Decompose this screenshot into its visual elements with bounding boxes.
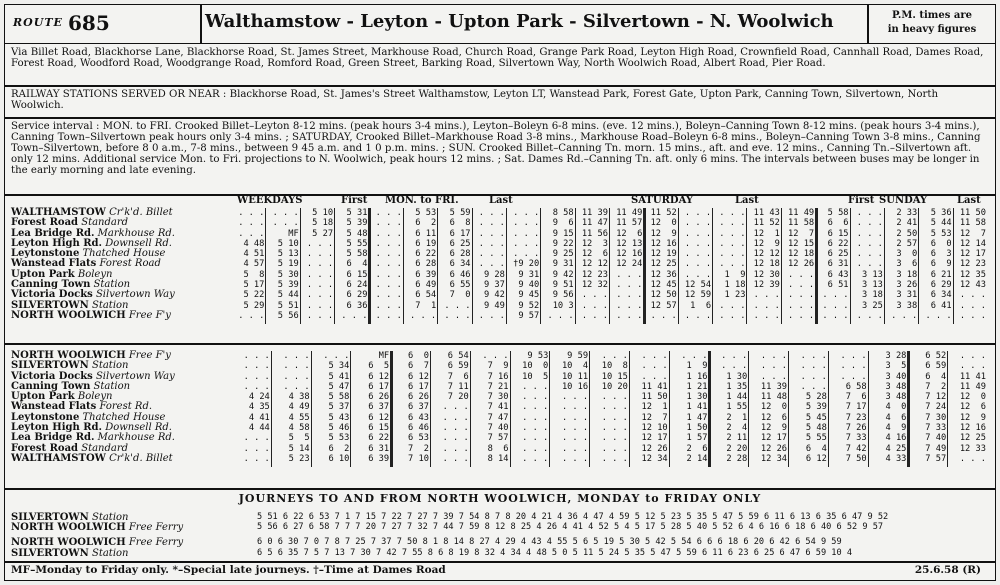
time-column: 6 52 6 59 6 4 7 2 7 12 7 24 7 30 7 33 7 40 7 49 7 57	[925, 351, 947, 464]
time-column: 5 58 6 6 6 15 6 22 6 25 6 31 6 43 6 51 . . . . . . . . .	[822, 208, 849, 321]
stop-name: WALTHAMSTOW	[11, 452, 106, 464]
sun-first-header: First	[848, 195, 875, 206]
stop-sub: Station	[88, 299, 129, 311]
sunday-header: SUNDAY	[879, 195, 928, 206]
time-column: 11 49 11 57 12 6 12 13 12 16 12 24 . . . . . . . . . . . . . . .	[616, 208, 643, 321]
time-column: . . . . . . . . . . . . . . . †9 20 9 31 9 40 9 45 9 52 9 57	[513, 208, 540, 321]
stop-sub: Silvertown Way	[92, 370, 175, 382]
stop-sub: Downsell Rd.	[102, 422, 172, 434]
pm-note	[873, 9, 991, 37]
column-divider	[828, 351, 829, 467]
time-column: MF 6 5 6 12 6 17 6 26 6 37 6 12 6 15 6 22 6 31 6 39	[368, 351, 390, 464]
pm-note-line: in heavy figures	[887, 24, 977, 35]
time-column: . . . . . . . . . . . . . . . . . . 3 13 3 13 3 18 3 25 . . .	[856, 208, 883, 321]
column-divider	[403, 208, 404, 324]
column-divider	[643, 208, 646, 324]
time-column: . . . 7 9 7 16 7 21 7 30 7 41 7 47 7 40 7 57 8 6 8 14	[482, 351, 509, 464]
time-column: 5 53 6 2 6 11 6 19 6 22 6 28 6 39 6 49 6 54 7 1 . . .	[410, 208, 437, 321]
stop-sub: Boleyn	[74, 391, 113, 403]
time-column: . . . . . . . . . 11 39 11 48 12 0 12 6 12 9 12 17 12 26 12 34	[760, 351, 788, 464]
time-column: . . . . . . . . . . . . . . . . . . . . . . . . . . . . . . . . .	[375, 208, 402, 321]
time-column: 3 28 3 5 3 40 3 48 3 48 4 0 4 6 4 9 4 16 4 25 4 33	[885, 351, 907, 464]
column-divider	[430, 351, 431, 467]
column-divider	[746, 208, 747, 324]
stop-sub: Free F'y	[125, 309, 171, 321]
journey-row	[11, 522, 183, 533]
stop-name: Lea Bridge Rd.	[11, 432, 95, 444]
stop-sub: Cr'k'd. Billet	[105, 207, 173, 218]
first-header: First	[341, 195, 368, 206]
time-column: . . . . . . . . . . . . 5 28 5 39 5 45 5 48 5 55 6 4 6 12	[800, 351, 827, 464]
time-column: 5 36 5 44 5 53 6 0 6 3 6 9 6 21 6 29 6 34 6 41 . . .	[925, 208, 952, 321]
stop-name: Upton Park	[11, 268, 75, 280]
time-column: . . . . . . . . . 4 48 4 51 4 57 5 8 5 17 5 22 5 29 . . .	[238, 208, 265, 321]
outbound-stop-list	[11, 208, 175, 321]
stop-sub: Standard	[78, 442, 129, 454]
footer-date: 25.6.58 (R)	[914, 564, 981, 576]
header-divider	[200, 5, 202, 43]
column-divider	[390, 351, 393, 467]
journey-times: 5 56 6 27 6 58 7 7 7 20 7 27 7 32 7 44 7 59 8 12 8 25 4 26 4 41 4 52 5 4 5 17 5 28 5 40 5 52 6 4 6 16 6 18 6 40 6 52 9 57	[257, 522, 884, 532]
column-divider	[437, 208, 438, 324]
divider	[5, 117, 995, 119]
inbound-stop-list	[11, 351, 175, 464]
stop-name: SILVERTOWN	[11, 299, 89, 311]
time-column: . . . 10 8 10 15 10 20 . . . . . . . . . . . . . . . . . . . . .	[601, 351, 628, 464]
column-divider	[678, 208, 679, 324]
time-column: . . . . . . 1 30 1 35 1 44 1 55 2 1 2 4 2 11 2 20 2 28	[721, 351, 748, 464]
stop-name: WALTHAMSTOW	[11, 207, 106, 218]
stop-sub: Markhouse Rd.	[94, 227, 175, 239]
column-divider	[350, 351, 351, 467]
stop-sub: Thatched House	[79, 248, 166, 260]
time-column: 8 58 9 6 9 15 9 22 9 25 9 31 9 42 9 51 9 56 10 3 . . .	[547, 208, 574, 321]
stop-name: SILVERTOWN	[11, 360, 89, 372]
column-divider	[510, 351, 511, 467]
column-divider	[947, 351, 948, 467]
journey-row	[11, 548, 128, 559]
column-divider	[334, 208, 335, 324]
timetable-sheet	[4, 4, 996, 581]
stop-name: Leytonstone	[11, 248, 80, 260]
time-column: 5 10 5 18 5 27 . . . . . . . . . . . . . . . . . . . . . . . .	[306, 208, 334, 321]
journey-stop-sub: Station	[88, 548, 129, 559]
stop-sub: Free F'y	[125, 350, 171, 361]
column-divider	[918, 208, 919, 324]
stop-name: Victoria Docks	[11, 370, 93, 382]
stop-row	[11, 454, 175, 464]
stop-sub: Standard	[78, 217, 129, 229]
stop-sub: Station	[90, 380, 131, 392]
time-column: 5 59 6 8 6 17 6 25 6 28 6 34 6 46 6 55 7 0 . . . . . .	[444, 208, 471, 321]
journey-stop-name: NORTH WOOLWICH	[11, 522, 126, 533]
stop-sub: Cr'k'd. Billet	[105, 452, 173, 464]
column-divider	[549, 351, 550, 467]
sat-last-header: Last	[735, 195, 759, 206]
journey-stop-name: NORTH WOOLWICH	[11, 537, 126, 548]
time-column: . . . . . . . . . . . . . . . . . . 1 9 1 18 1 23 . . . . . .	[719, 208, 746, 321]
via-roads: Via Billet Road, Blackhorse Lane, Blackhorse Road, St. James Street, Markhouse Road, Church Road, Grange Park Road, Leyton High Road, Crownfield Road, Cannhall Road, Dames Road, Forest Road, Woodford Road, Woodgrange Road, Romford Road, Green Street, Barking Road, Silvertown Way, North Woolwich Road, Albert Road, Pier Road.	[11, 47, 984, 69]
last-header: Last	[489, 195, 513, 206]
stop-name: Forest Road	[11, 217, 79, 229]
service-interval: Service interval : MON. to FRI. Crooked Billet–Leyton 8-12 mins. (peak hours 3-4 mins.), Leyton–Boleyn 6-8 mins. (eve. 12 mins.), Boleyn–Canning Town 8-12 mins. (peak hours 3-4 mins.), Canning Town–Silvertown peak hours only 3-4 mins. ; SATURDAY, Crooked Billet–Markhouse Road 3-8 mins., Markhouse Road–Boleyn 6-8 mins., Boleyn–Canning Town 3-8 mins., Canning Town–Silvertown, before 8 0 a.m., 7-8 mins., between 9 45 a.m. and 1 0 p.m. mins. ; SUN. Crooked Billet–Canning Tn. morn. 15 mins., aft. and eve. 12 mins., Canning Tn.–Silvertown aft. only 12 mins. Additional service Mon. to Fri. projections to N. Woolwich, peak hours 12 mins. ; Sat. Dames Rd.–Canning Tn. aft. only 6 mins. The intervals between buses may be longer in the early morning and late evening.	[11, 121, 981, 176]
stop-name: Leytonstone	[11, 411, 80, 423]
time-column: 11 43 11 52 12 1 12 9 12 12 12 18 12 30 12 39 . . . . . . . . .	[753, 208, 780, 321]
column-divider	[788, 351, 789, 467]
journey-stop-sub: Free Ferry	[125, 537, 184, 548]
journey-stop-sub: Free Ferry	[125, 522, 184, 533]
time-column: 9 59 10 4 10 11 10 16 . . . . . . . . . . . . . . . . . . . . .	[561, 351, 589, 464]
column-divider	[748, 351, 749, 467]
stop-name: Lea Bridge Rd.	[11, 227, 95, 239]
stop-sub: Markhouse Rd.	[94, 432, 175, 444]
journey-stop-sub: Station	[88, 512, 129, 523]
column-divider	[907, 351, 910, 467]
column-divider	[540, 208, 541, 324]
time-column: 6 54 6 59 7 6 7 11 7 20 . . . . . . . . . . . . . . . . . .	[442, 351, 469, 464]
time-column: . . . . . . . . . 11 41 11 50 12 1 12 7 12 10 12 17 12 26 12 34	[641, 351, 668, 464]
journey-times: 6 0 6 30 7 0 7 8 7 25 7 37 7 50 8 1 8 14 8 27 4 29 4 43 4 55 5 6 5 19 5 30 5 42 5 54 6 6 6 18 6 20 6 42 6 54 9 59	[257, 537, 842, 547]
time-column: 2 33 2 41 2 50 2 57 3 0 3 6 3 18 3 26 3 31 3 38 . . .	[891, 208, 918, 321]
column-divider	[575, 208, 576, 324]
journey-row	[11, 537, 183, 548]
sun-last-header: Last	[957, 195, 981, 206]
column-divider	[708, 351, 711, 467]
column-divider	[953, 208, 954, 324]
stop-name: NORTH WOOLWICH	[11, 350, 126, 361]
column-divider	[884, 208, 885, 324]
stop-name: Canning Town	[11, 380, 91, 392]
stop-name: NORTH WOOLWICH	[11, 309, 126, 321]
journeys-title: JOURNEYS TO AND FROM NORTH WOOLWICH, MONDAY to FRIDAY ONLY	[238, 492, 762, 505]
stop-sub: Station	[90, 279, 131, 291]
stop-name: Wanstead Flats	[11, 401, 97, 413]
column-divider	[311, 351, 312, 467]
stop-name: Canning Town	[11, 279, 91, 291]
column-divider	[472, 208, 473, 324]
time-column: . . . . . . MF 5 10 5 13 5 19 5 30 5 39 5 44 5 51 5 56	[272, 208, 299, 321]
column-divider	[300, 208, 301, 324]
stop-sub: Silvertown Way	[92, 289, 175, 301]
stop-row	[11, 311, 175, 321]
time-column: . . . . . . . . . . . . 4 24 4 35 4 41 4 44 . . . . . . . . .	[243, 351, 270, 464]
time-column: . . . . . . . . . . . . . . . . . . . . . 12 54 12 59 1 6 . . .	[684, 208, 712, 321]
stop-sub: Station	[88, 360, 129, 372]
stop-name: Leyton High Rd.	[11, 422, 103, 434]
weekdays-header: WEEKDAYS	[237, 195, 303, 206]
stop-sub: Boleyn	[74, 268, 113, 280]
column-divider	[815, 208, 818, 324]
stop-name: Victoria Docks	[11, 289, 93, 301]
time-column: . . . . . . . . . . . . 4 38 4 49 4 55 4 58 5 5 5 14 5 23	[283, 351, 310, 464]
column-divider	[589, 351, 590, 467]
stop-name: Upton Park	[11, 391, 75, 403]
journey-times: 6 5 6 35 7 5 7 13 7 30 7 42 7 55 8 6 8 19 8 32 4 34 4 48 5 0 5 11 5 24 5 35 5 47 5 59 6 11 6 23 6 25 6 47 6 59 10 4	[257, 548, 852, 558]
stop-name: Forest Road	[11, 442, 79, 454]
column-divider	[868, 351, 869, 467]
time-column: 5 31 5 39 5 48 5 55 5 58 6 4 6 15 6 24 6 29 6 36 . . .	[341, 208, 368, 321]
column-divider	[609, 208, 610, 324]
pm-note-line: P.M. times are	[892, 10, 972, 21]
stop-name: Leyton High Rd.	[11, 237, 103, 249]
time-column: 6 0 6 7 6 12 6 17 6 26 6 37 6 43 6 46 6 53 7 2 7 10	[408, 351, 429, 464]
time-column: 9 53 10 0 10 5 . . . . . . . . . . . . . . . . . . . . . . . .	[522, 351, 549, 464]
stop-sub: Thatched House	[79, 411, 166, 423]
stop-name: Wanstead Flats	[11, 258, 97, 270]
journey-times: 5 51 6 22 6 53 7 1 7 15 7 22 7 27 7 39 7 54 8 7 8 20 4 21 4 36 4 47 4 59 5 12 5 23 5 35 5 47 5 59 6 11 6 13 6 35 6 47 9 52	[257, 512, 889, 522]
time-column: . . . . . . 11 41 11 49 12 0 12 6 12 9 12 16 12 25 12 33 . . .	[959, 351, 986, 464]
stop-sub: Downsell Rd.	[102, 237, 172, 249]
column-divider	[669, 351, 670, 467]
column-divider	[850, 208, 851, 324]
column-divider	[629, 351, 630, 467]
time-column: 11 49 11 58 12 7 12 15 12 18 12 26 . . . . . . . . . . . . . . .	[788, 208, 815, 321]
time-column: 11 39 11 47 11 56 12 3 12 6 12 12 12 23 12 32 . . . . . . . . .	[581, 208, 608, 321]
stop-sub: Forest Road	[96, 258, 161, 270]
time-column: 11 52 12 0 12 9 12 16 12 19 12 25 12 36 12 45 12 50 12 57 . . .	[650, 208, 677, 321]
time-column: . . . . . . . . . . . . . . . . . . 9 28 9 37 9 42 9 49 . . .	[478, 208, 505, 321]
route-label: ROUTE	[13, 16, 63, 29]
divider	[5, 85, 995, 87]
column-divider	[506, 208, 507, 324]
divider	[5, 561, 995, 563]
column-divider	[271, 351, 272, 467]
column-divider	[712, 208, 713, 324]
time-column: . . . 1 9 1 16 1 21 1 30 1 41 1 47 1 50 1 57 2 6 2 14	[681, 351, 708, 464]
monfri-header: MON. to FRI.	[385, 195, 459, 206]
journey-stop-name: SILVERTOWN	[11, 512, 89, 523]
header	[5, 5, 995, 44]
railway-stations: RAILWAY STATIONS SERVED OR NEAR : Blackhorse Road, St. James's Street Walthamstow, Leyton LT, Wanstead Park, Forest Gate, Upton Park, Canning Town, Silvertown, North Woolwich.	[11, 89, 939, 111]
journey-stop-name: SILVERTOWN	[11, 548, 89, 559]
route-title: Walthamstow - Leyton - Upton Park - Silvertown - N. Woolwich	[205, 11, 834, 32]
footer-note: MF–Monday to Friday only. *–Special late journeys. †–Time at Dames Road	[11, 564, 446, 576]
divider	[5, 343, 995, 345]
time-column: . . . . . . . . . 6 58 7 6 7 17 7 23 7 26 7 33 7 42 7 50	[840, 351, 867, 464]
column-divider	[781, 208, 782, 324]
divider	[5, 488, 995, 490]
route-number: 685	[68, 11, 110, 35]
column-divider	[265, 208, 266, 324]
time-column: 11 50 11 58 12 7 12 14 12 17 12 23 12 35 12 43 . . . . . . . . .	[959, 208, 986, 321]
saturday-header: SATURDAY	[631, 195, 693, 206]
header-divider	[867, 5, 869, 43]
column-divider	[368, 208, 371, 324]
time-column: . . . 5 34 5 41 5 47 5 58 5 37 5 43 5 46 5 53 6 2 6 10	[323, 351, 350, 464]
column-divider	[470, 351, 471, 467]
stop-sub: Forest Rd.	[96, 401, 153, 413]
